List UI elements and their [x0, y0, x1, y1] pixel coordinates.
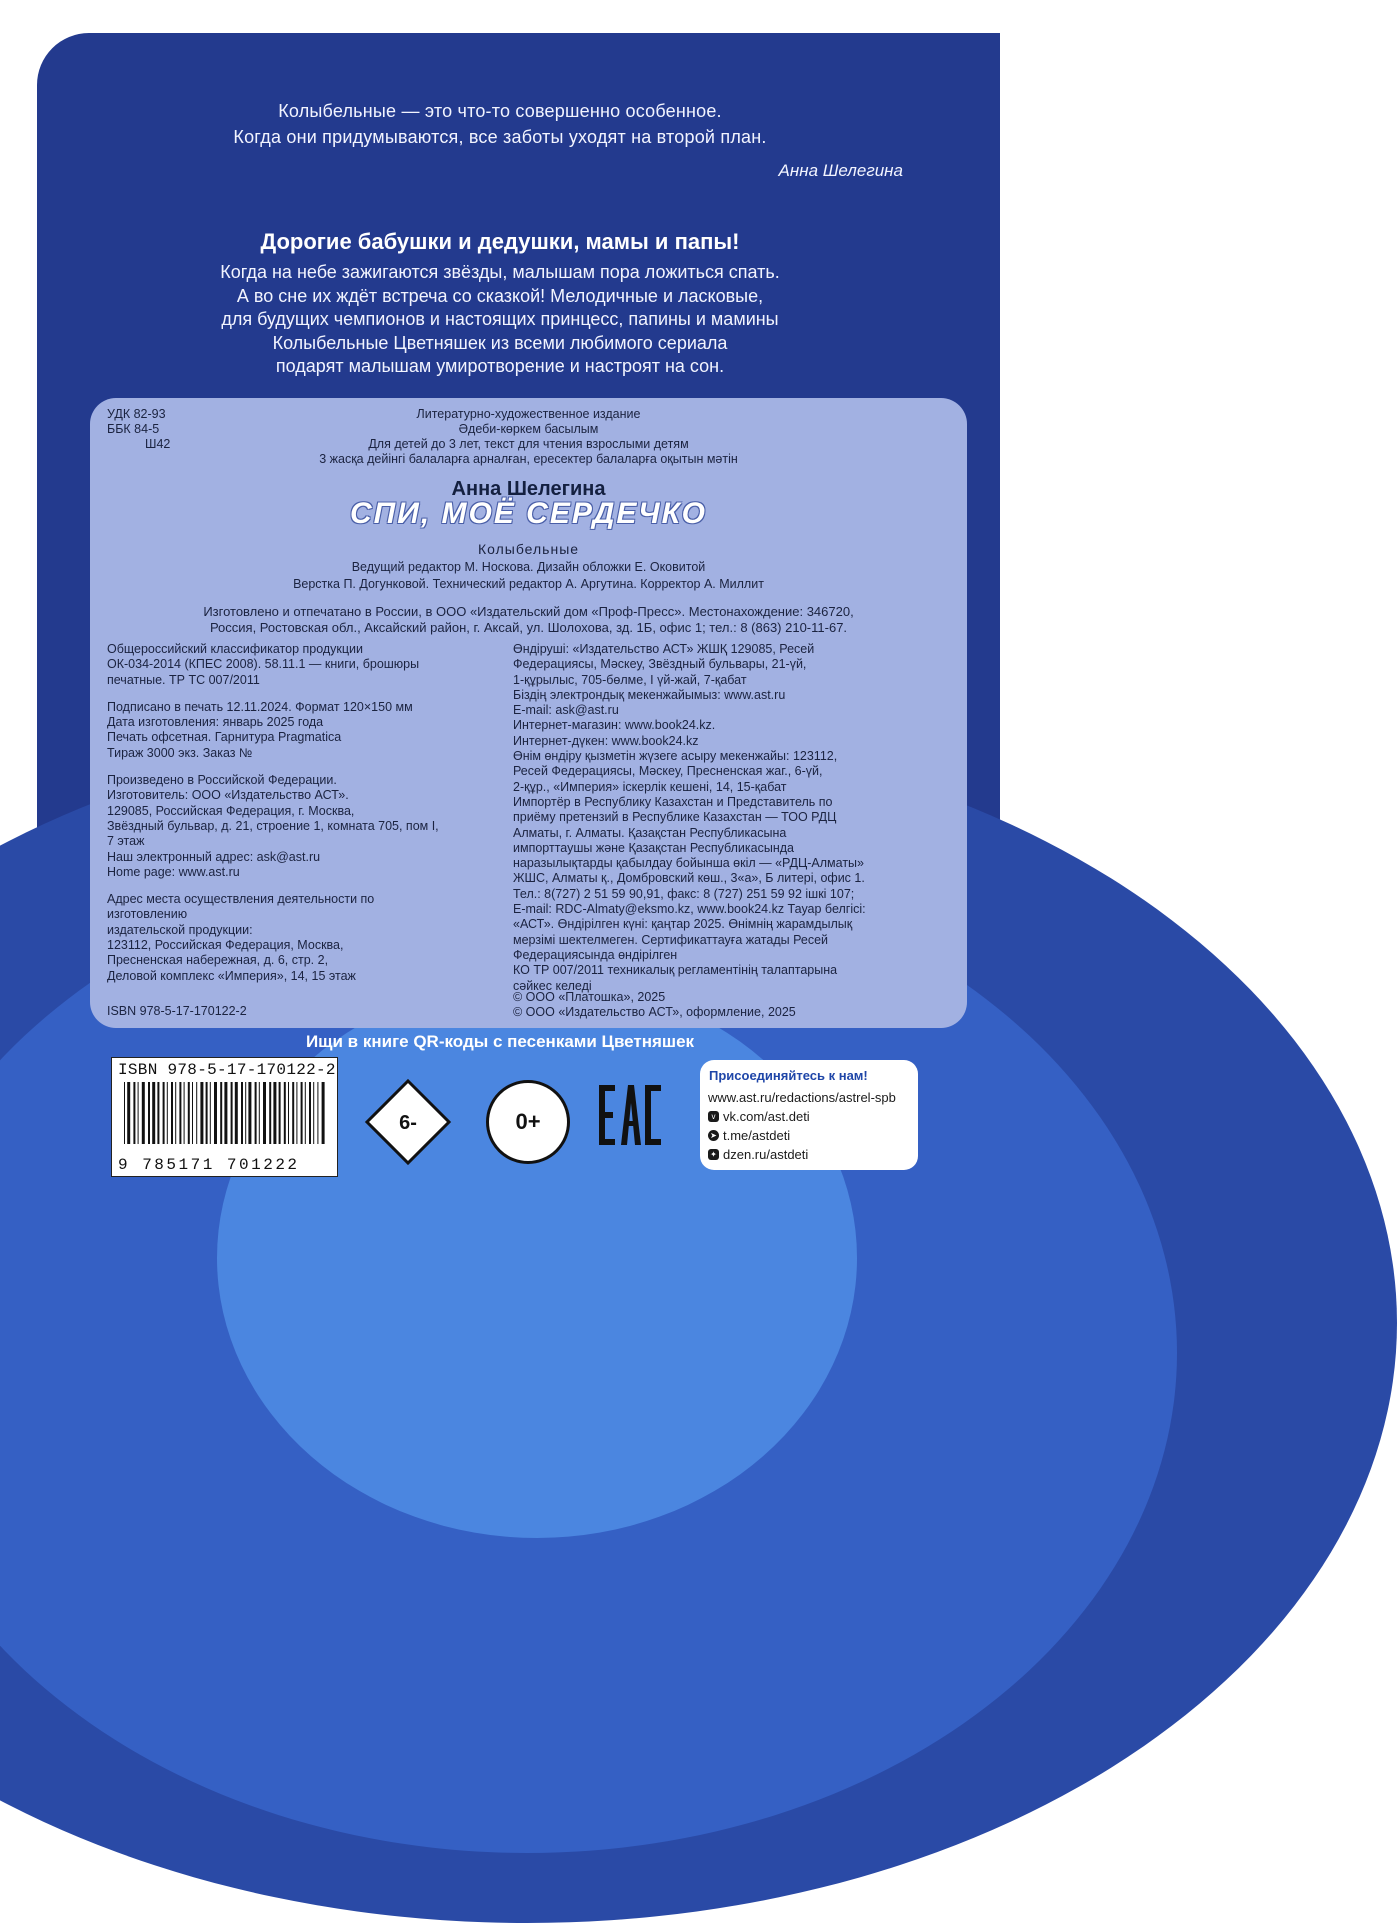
imprint-line: печатные. ТР ТС 007/2011 [107, 672, 260, 687]
vk-icon: v [708, 1111, 719, 1122]
telegram-icon: ➤ [708, 1130, 719, 1141]
qr-codes-note: Ищи в книге QR-коды с песенками Цветняшек [305, 1032, 695, 1051]
barcode-bars [122, 1082, 327, 1144]
imprint-line: Подписано в печать 12.11.2024. Формат 120×150 мм [107, 699, 413, 714]
imprint-kz-line: Федерациясы, Мәскеу, Звёздный бульвары, 21-үй, [513, 657, 807, 672]
imprint-line: ОК-034-2014 (КПЕС 2008). 58.11.1 — книги, брошюры [107, 657, 420, 672]
isbn-text: ISBN 978-5-17-170122-2 [107, 1004, 247, 1018]
imprint-panel [90, 398, 967, 1028]
imprint-line: Изготовитель: ООО «Издательство АСТ». [107, 788, 349, 803]
copyright-block [513, 990, 796, 1020]
barcode-digits: 9 785171 701222 [118, 1156, 300, 1174]
age-diamond-badge [365, 1079, 451, 1165]
imprint-line: 7 этаж [107, 834, 145, 849]
isbn-barcode [111, 1057, 338, 1177]
imprint-kz-line: Тел.: 8(727) 2 51 59 90,91, факс: 8 (727) 251 59 92 ішкі 107; [513, 886, 855, 901]
quote-author: Анна Шелегина [778, 161, 903, 180]
printed-line-1: Изготовлено и отпечатано в России, в ООО «Издательский дом «Проф-Пресс». Местонахождение: 346720, [203, 604, 854, 619]
social-links-card [700, 1060, 918, 1170]
edition-line: Для детей до 3 лет, текст для чтения взрослыми детям [368, 437, 689, 451]
imprint-line: 123112, Российская Федерация, Москва, [107, 938, 344, 953]
blurb-line: подарят малышам умиротворение и настроят на сон. [275, 356, 725, 376]
copyright-line: © ООО «Платошка», 2025 [513, 990, 666, 1004]
barcode-isbn: ISBN 978-5-17-170122-2 [118, 1061, 336, 1079]
social-link-vk[interactable] [708, 1109, 810, 1124]
book-author: Анна Шелегина [451, 478, 606, 500]
imprint-kz-line: 2-құр., «Империя» іскерлік кешені, 14, 15-қабат [513, 779, 787, 794]
imprint-line: 129085, Российская Федерация, г. Москва, [107, 803, 355, 818]
author-mark: Ш42 [145, 437, 171, 451]
social-link-site[interactable] [708, 1090, 896, 1105]
imprint-kz-line: ЖШС, Алматы қ., Домбровский көш., 3«а», Б литері, офис 1. [513, 871, 865, 886]
imprint-line: Деловой комплекс «Империя», 14, 15 этаж [107, 968, 356, 983]
book-subtitle: Колыбельные [477, 541, 580, 557]
copyright-line: © ООО «Издательство АСТ», оформление, 2025 [513, 1005, 796, 1019]
imprint-line: Пресненская набережная, д. 6, стр. 2, [107, 953, 329, 968]
eac-mark-icon [597, 1081, 663, 1149]
social-link-telegram[interactable] [708, 1128, 790, 1143]
imprint-kz-line: мерзімі шектелмеген. Сертификаттауға жатады Ресей [513, 932, 829, 947]
credits-line-1: Ведущий редактор М. Носкова. Дизайн обложки Е. Оковитой [351, 560, 706, 574]
imprint-kz-line: Ресей Федерациясы, Мәскеу, Пресненская жаг., 6-үй, [513, 764, 823, 779]
dzen-link-text[interactable]: dzen.ru/astdeti [723, 1147, 809, 1162]
imprint-line: Адрес места осуществления деятельности по [107, 892, 375, 907]
imprint-kz-line: Өнім өндіру қызметін жүзеге асыру мекенжайы: 123112, [513, 749, 838, 764]
imprint-kz-line: Өндіруші: «Издательство АСТ» ЖШҚ 129085, Ресей [513, 642, 815, 656]
imprint-line: изготовлению [107, 907, 188, 922]
imprint-kz-line: E-mail: RDC-Almaty@eksmo.kz, www.book24.kz Тауар белгісі: [513, 902, 866, 917]
edition-line: Литературно-художественное издание [416, 407, 641, 421]
social-heading: Присоединяйтесь к нам! [709, 1068, 868, 1083]
blurb-line: для будущих чемпионов и настоящих принцесс, папины и мамины [221, 309, 779, 329]
imprint-kz-line: Алматы, г. Алматы. Қазақстан Республикасына [513, 825, 787, 840]
imprint-right-column [513, 642, 961, 994]
imprint-line: Произведено в Российской Федерации. [107, 773, 337, 788]
age-rating-badge [486, 1080, 570, 1164]
imprint-kz-line: приёму претензий в Республике Казахстан — ТОО РДЦ [513, 810, 837, 825]
imprint-kz-line: Федерациясында өндірілген [513, 947, 678, 962]
blurb-line: Когда на небе зажигаются звёзды, малышам пора ложиться спать. [220, 262, 780, 282]
imprint-kz-line: «АСТ». Өндірілген күні: қаңтар 2025. Өнімнің жарамдылық [513, 917, 853, 932]
imprint-line: Звёздный бульвар, д. 21, строение 1, комната 705, пом I, [107, 818, 439, 833]
imprint-line: Общероссийский классификатор продукции [107, 642, 364, 656]
edition-line: 3 жасқа дейінгі балаларға арналған, ересектер балаларға оқытын мәтін [319, 452, 738, 466]
blurb-text [0, 261, 1000, 379]
udk-code: УДК 82-93 [107, 407, 166, 421]
blurb-heading: Дорогие бабушки и дедушки, мамы и папы! [260, 229, 740, 254]
vk-link-text[interactable]: vk.com/ast.deti [723, 1109, 810, 1124]
imprint-line: Дата изготовления: январь 2025 года [107, 715, 324, 730]
imprint-kz-line: Импортёр в Республику Казахстан и Представитель по [513, 794, 833, 809]
imprint-kz-line: Біздің электрондық мекенжайымыз: www.ast.ru [513, 687, 786, 702]
telegram-link-text[interactable]: t.me/astdeti [723, 1128, 791, 1143]
dzen-icon: ✦ [708, 1149, 719, 1160]
site-link-text[interactable]: www.ast.ru/redactions/astrel-spb [708, 1090, 896, 1105]
imprint-kz-line: Интернет-дүкен: www.book24.kz [513, 733, 699, 748]
printed-line-2: Россия, Ростовская обл., Аксайский район, г. Аксай, ул. Шолохова, зд. 1Б, офис 1; тел.: 8 (863) 210-11-67. [209, 620, 848, 635]
imprint-line: Home page: www.ast.ru [107, 864, 240, 879]
social-link-dzen[interactable] [708, 1147, 808, 1162]
imprint-kz-line: E-mail: ask@ast.ru [513, 703, 619, 718]
bbk-code: ББК 84-5 [107, 422, 160, 436]
imprint-kz-line: импорттаушы және Қазақстан Республикасында [513, 840, 794, 855]
imprint-line: издательской продукции: [107, 922, 253, 937]
imprint-kz-line: сәйкес келеді [513, 978, 592, 993]
imprint-left-column [107, 642, 502, 984]
imprint-kz-line: 1-құрылыс, 705-бөлме, I үй-жай, 7-қабат [513, 672, 747, 687]
age-diamond-label: 6- [399, 1112, 417, 1134]
quote-line-1: Колыбельные — это что-то совершенно особенное. [278, 101, 722, 121]
edition-info [90, 407, 967, 467]
imprint-line: Печать офсетная. Гарнитура Pragmatica [107, 730, 342, 745]
imprint-line: Наш электронный адрес: ask@ast.ru [107, 849, 321, 864]
imprint-line: Тираж 3000 экз. Заказ № [107, 745, 253, 760]
imprint-kz-line: КО ТР 007/2011 техникалық регламентінің талаптарына [513, 963, 838, 978]
book-title: СПИ, МОЁ СЕРДЕЧКО [350, 497, 707, 530]
age-rating-label: 0+ [515, 1109, 541, 1134]
quote-line-2: Когда они придумываются, все заботы уходят на второй план. [233, 127, 767, 147]
imprint-kz-line: наразылықтарды қабылдау бойынша өкіл — «РДЦ-Алматы» [513, 856, 864, 871]
imprint-kz-line: Интернет-магазин: www.book24.kz. [513, 718, 716, 733]
blurb-line: А во сне их ждёт встреча со сказкой! Мелодичные и ласковые, [236, 285, 764, 306]
credits-line-2: Верстка П. Догунковой. Технический редактор А. Аргутина. Корректор А. Миллит [293, 577, 764, 591]
blurb-line: Колыбельные Цветняшек из всеми любимого сериала [272, 332, 728, 353]
edition-line: Әдеби-көркем басылым [458, 422, 599, 436]
